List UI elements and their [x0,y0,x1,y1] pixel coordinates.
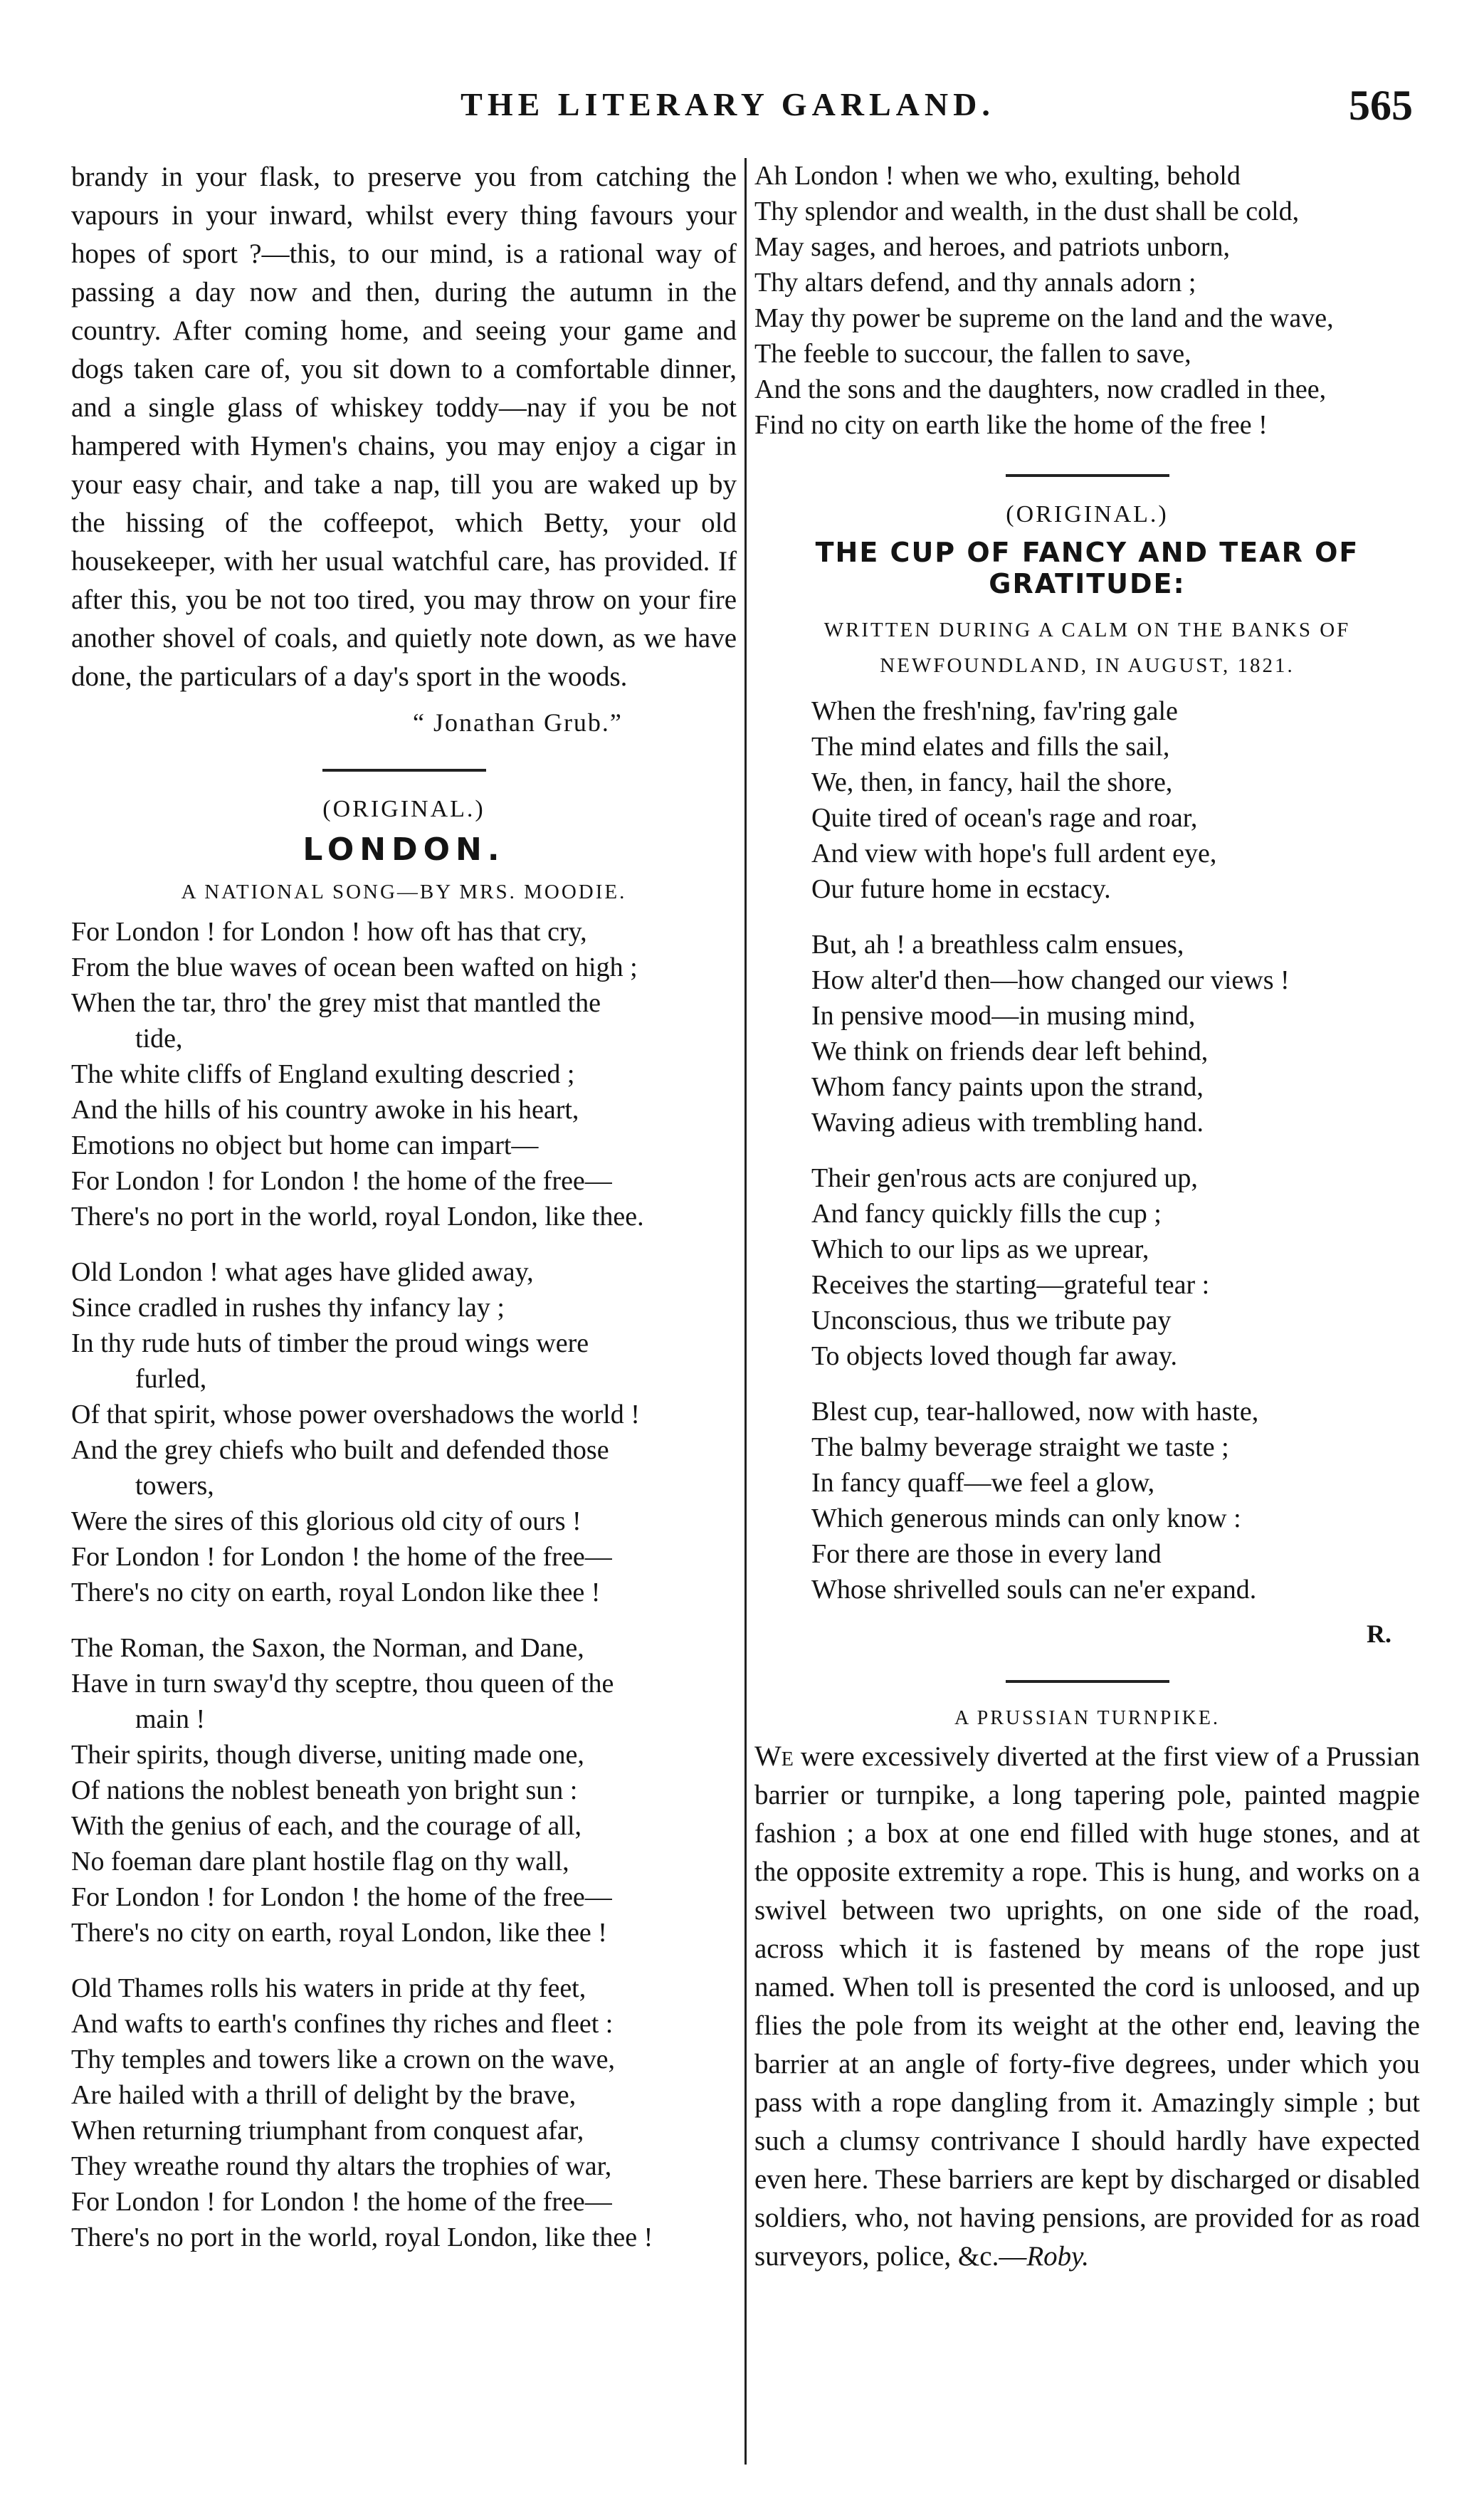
poem-line: tide, [135,1024,183,1054]
poem-line: For London ! for London ! the home of the free— [71,1166,612,1196]
poem-line: When the fresh'ning, fav'ring gale [811,696,1178,726]
london-stanza-4 [71,1970,737,2255]
section-rule [322,769,486,772]
poem-subtitle: A NATIONAL SONG—BY MRS. MOODIE. [181,881,627,903]
column-divider [744,158,747,2465]
poem-line: furled, [135,1364,207,1394]
poem-line: Thy temples and towers like a crown on the wave, [71,2045,615,2074]
poem-subtitle-line: WRITTEN DURING A CALM ON THE BANKS OF [823,619,1351,641]
cup-stanza-2 [754,927,1420,1140]
right-column [754,158,1420,2276]
left-column [71,158,737,2275]
article-text [754,1737,1420,2276]
poem-line: When the tar, thro' the grey mist that mantled the [71,988,601,1018]
poem-line: Which to our lips as we uprear, [811,1234,1149,1264]
poem-line: In fancy quaff—we feel a glow, [811,1468,1155,1498]
poem-line: For London ! for London ! the home of the free— [71,1542,612,1572]
article-body: were excessively diverted at the first view of a Prussian barrier or turnpike, a long tapering pole, painted magpie fashion ; a box at one end filled with huge stones, and at the opposite extremity a rope. This is hung, and works on a swivel between two uprights, on one side of the road, across which it is fastened by means of the rope just named. When toll is presented the cord is unloosed, and up flies the pole from its weight at the other end, leaving the barrier at an angle of forty-five degrees, under which you pass with a rope dangling from it. Amazingly simple ; but such a clumsy contrivance I should hardly have expected even here. These barriers are kept by discharged or disabled soldiers, who, not having pensions, are provided for as road surveyors, police, &c.— [754,1741,1420,2272]
poem-line: For London ! for London ! how oft has that cry, [71,917,587,947]
poem-line: Their gen'rous acts are conjured up, [811,1163,1198,1193]
poem-line: There's no city on earth, royal London like thee ! [71,1578,601,1607]
poem-line: Which generous minds can only know : [811,1503,1241,1533]
poem-line: Unconscious, thus we tribute pay [811,1306,1172,1335]
poem-line: There's no port in the world, royal London, like thee. [71,1202,644,1232]
poem-line: The feeble to succour, the fallen to save, [754,339,1191,369]
original-tag: (ORIGINAL.) [1006,501,1169,528]
london-stanza-1 [71,914,737,1234]
poem-line: For London ! for London ! the home of the free— [71,2187,612,2217]
cup-stanza-4 [754,1394,1420,1607]
poem-line: towers, [135,1471,214,1501]
cup-stanza-3 [754,1160,1420,1374]
lead-word: We [754,1740,794,1772]
article-title: A PRUSSIAN TURNPIKE. [954,1707,1220,1729]
poem-line: Have in turn sway'd thy sceptre, thou queen of the [71,1669,614,1699]
poem-line: May sages, and heroes, and patriots unborn, [754,232,1231,262]
poem-line: The Roman, the Saxon, the Norman, and Dane, [71,1633,584,1663]
poem-line: main ! [135,1704,206,1734]
poem-line: And wafts to earth's confines thy riches and fleet : [71,2009,614,2039]
poem-line: There's no port in the world, royal London, like thee ! [71,2222,653,2252]
poem-line: Quite tired of ocean's rage and roar, [811,803,1198,833]
poem-line: Find no city on earth like the home of the free ! [754,410,1268,440]
signature: “ Jonathan Grub.” [413,708,623,737]
london-stanza-2 [71,1254,737,1610]
poem-line: Thy altars defend, and thy annals adorn ; [754,268,1196,298]
poem-line: The white cliffs of England exulting descried ; [71,1059,575,1089]
london-stanza-5 [754,158,1420,443]
poem-line: But, ah ! a breathless calm ensues, [811,930,1184,960]
running-title: THE LITERARY GARLAND. [461,86,995,122]
poem-line: May thy power be supreme on the land and the wave, [754,303,1334,333]
poem-line: How alter'd then—how changed our views ! [811,965,1290,995]
poem-line: Were the sires of this glorious old city of ours ! [71,1506,582,1536]
poem-line: For there are those in every land [811,1539,1162,1569]
poem-line: And the grey chiefs who built and defended those [71,1435,609,1465]
poem-line: In thy rude huts of timber the proud wings were [71,1328,589,1358]
london-stanza-3 [71,1630,737,1951]
poem-line: Whose shrivelled souls can ne'er expand. [811,1575,1257,1605]
poem-line: Ah London ! when we who, exulting, behold [754,161,1241,191]
poem-title: THE CUP OF FANCY AND TEAR OF GRATITUDE: [815,537,1359,599]
original-tag: (ORIGINAL.) [322,796,485,822]
poem-byline: R. [1367,1620,1391,1648]
cup-stanza-1 [754,693,1420,907]
poem-line: We think on friends dear left behind, [811,1036,1209,1066]
poem-line: No foeman dare plant hostile flag on thy wall, [71,1847,569,1877]
poem-subtitle [754,612,1420,683]
section-rule [1006,1680,1169,1683]
poem-line: When returning triumphant from conquest afar, [71,2116,584,2146]
poem-line: There's no city on earth, royal London, like thee ! [71,1918,607,1948]
poem-line: With the genius of each, and the courage of all, [71,1811,582,1841]
poem-line: For London ! for London ! the home of the free— [71,1882,612,1912]
poem-line: They wreathe round thy altars the trophies of war, [71,2151,612,2181]
poem-line: Thy splendor and wealth, in the dust shall be cold, [754,196,1300,226]
poem-line: Waving adieus with trembling hand. [811,1108,1204,1138]
poem-line: Blest cup, tear-hallowed, now with haste, [811,1397,1259,1427]
page-header [43,82,1413,149]
poem-line: To objects loved though far away. [811,1341,1178,1371]
poem-line: Old Thames rolls his waters in pride at thy feet, [71,1973,586,2003]
page-number: 565 [1349,82,1413,129]
article-author: Roby. [1026,2241,1090,2272]
poem-line: Since cradled in rushes thy infancy lay ; [71,1293,505,1323]
poem-line: Their spirits, though diverse, uniting made one, [71,1740,584,1770]
poem-line: The balmy beverage straight we taste ; [811,1432,1229,1462]
poem-line: Of that spirit, whose power overshadows the world ! [71,1400,640,1429]
poem-line: Are hailed with a thrill of delight by the brave, [71,2080,577,2110]
poem-line: Our future home in ecstacy. [811,874,1111,904]
article-text: brandy in your flask, to preserve you from catching the vapours in your inward, whilst every thing favours your hopes of sport ?—this, to our mind, is a rational way of passing a day now and then, during the autumn in the country. After coming home, and seeing your game and dogs taken care of, you sit down to a comfortable dinner, and a single glass of whiskey toddy—nay if you be not hampered with Hymen's chains, you may enjoy a cigar in your easy chair, and take a nap, till you are waked up by the hissing of the coffeepot, which Betty, your old housekeeper, with her usual watchful care, has provided. If after this, you be not too tired, you may throw on your fire another shovel of coals, and quietly note down, as we have done, the particulars of a day's sport in the woods. [71,162,737,692]
poem-line: And the hills of his country awoke in his heart, [71,1095,579,1125]
poem-line: And the sons and the daughters, now cradled in thee, [754,374,1327,404]
poem-line: Receives the starting—grateful tear : [811,1270,1210,1300]
poem-line: Of nations the noblest beneath yon bright sun : [71,1775,578,1805]
poem-line: Whom fancy paints upon the strand, [811,1072,1204,1102]
poem-line: And view with hope's full ardent eye, [811,839,1217,868]
poem-line: We, then, in fancy, hail the shore, [811,767,1173,797]
poem-line: In pensive mood—in musing mind, [811,1001,1196,1031]
poem-line: The mind elates and fills the sail, [811,732,1170,762]
poem-title: LONDON. [302,831,505,868]
poem-line: Emotions no object but home can impart— [71,1130,539,1160]
poem-line: Old London ! what ages have glided away, [71,1257,534,1287]
poem-line: And fancy quickly fills the cup ; [811,1199,1162,1229]
section-rule [1006,474,1169,477]
poem-line: From the blue waves of ocean been wafted on high ; [71,952,638,982]
poem-subtitle-line: NEWFOUNDLAND, IN AUGUST, 1821. [880,654,1295,677]
